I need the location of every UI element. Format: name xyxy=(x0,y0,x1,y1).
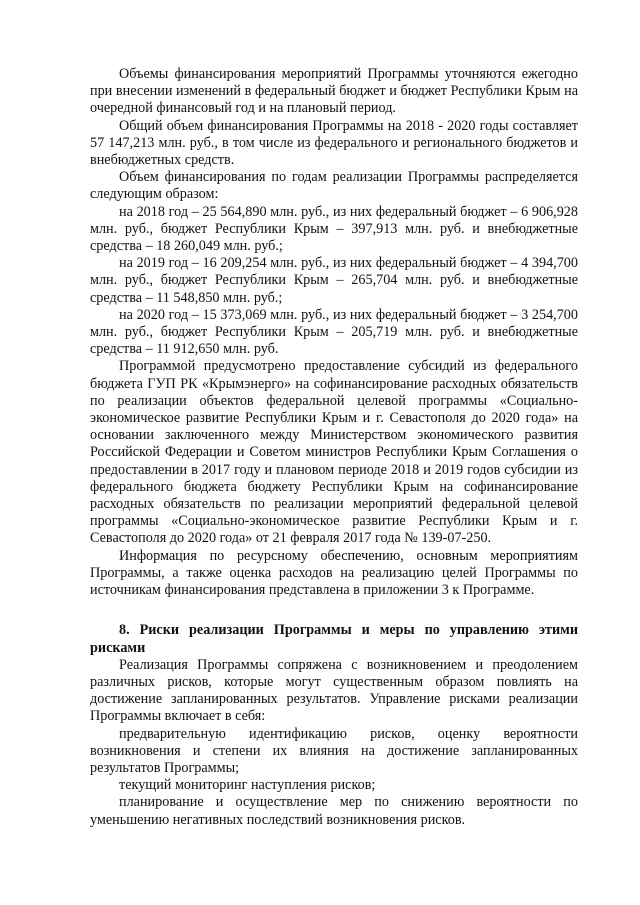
paragraph-risk-mitigation: планирование и осуществление мер по снижению вероятности по уменьшению негативных последствий возникновения рисков. xyxy=(90,794,578,828)
paragraph-subsidies: Программой предусмотрено предоставление субсидий из федерального бюджета ГУП РК «Крымэнерго» на софинансирование расходных обязательств по реализации объектов федеральной целевой программы «Социально-экономическое развитие Республики Крым и г. Севастополя до 2020 года» на основании заключенного между Министерством экономического развития Российской Федерации и Советом министров Республики Крым Соглашения о предоставлении в 2017 году и плановом периоде 2018 и 2019 годов субсидии из федерального бюджета бюджету Республики Крым на софинансирование расходных обязательств по реализации мероприятий федеральной целевой программы «Социально-экономическое развитие Республики Крым и г. Севастополя до 2020 года» от 21 февраля 2017 года № 139-07-250. xyxy=(90,358,578,547)
document-body xyxy=(90,66,578,829)
paragraph-risk-identification: предварительную идентификацию рисков, оценку вероятности возникновения и степени их влияния на достижение запланированных результатов Программы; xyxy=(90,725,578,776)
paragraph-risk-intro: Реализация Программы сопряжена с возникновением и преодолением различных рисков, которые могут существенным образом повлиять на достижение запланированных результатов. Управление рисками реализации Программы включает в себя: xyxy=(90,656,578,725)
paragraph-year-2020: на 2020 год – 15 373,069 млн. руб., из них федеральный бюджет – 3 254,700 млн. руб., бюджет Республики Крым – 205,719 млн. руб. и внебюджетные средства – 11 912,650 млн. руб. xyxy=(90,306,578,358)
paragraph-total-funding: Общий объем финансирования Программы на 2018 - 2020 годы составляет 57 147,213 млн. руб., в том числе из федерального и регионального бюджетов и внебюджетных средств. xyxy=(90,117,578,169)
paragraph-year-2018: на 2018 год – 25 564,890 млн. руб., из них федеральный бюджет – 6 906,928 млн. руб., бюджет Республики Крым – 397,913 млн. руб. и внебюджетные средства – 18 260,049 млн. руб.; xyxy=(90,203,578,255)
section-heading-risks: 8. Риски реализации Программы и меры по управлению этими рисками xyxy=(90,622,578,656)
paragraph-year-2019: на 2019 год – 16 209,254 млн. руб., из них федеральный бюджет – 4 394,700 млн. руб., бюджет Республики Крым – 265,704 млн. руб. и внебюджетные средства – 11 548,850 млн. руб.; xyxy=(90,255,578,306)
paragraph-funding-by-year: Объем финансирования по годам реализации Программы распределяется следующим образом: xyxy=(90,169,578,203)
paragraph-resource-info: Информация по ресурсному обеспечению, основным мероприятиям Программы, а также оценка расходов на реализацию целей Программы по источникам финансирования представлена в приложении 3 к Программе. xyxy=(90,547,578,599)
paragraph-risk-monitoring: текущий мониторинг наступления рисков; xyxy=(119,777,376,794)
paragraph-funding-clarification: Объемы финансирования мероприятий Программы уточняются ежегодно при внесении изменений в федеральный бюджет и бюджет Республики Крым на очередной финансовый год и на плановый период. xyxy=(90,66,578,117)
